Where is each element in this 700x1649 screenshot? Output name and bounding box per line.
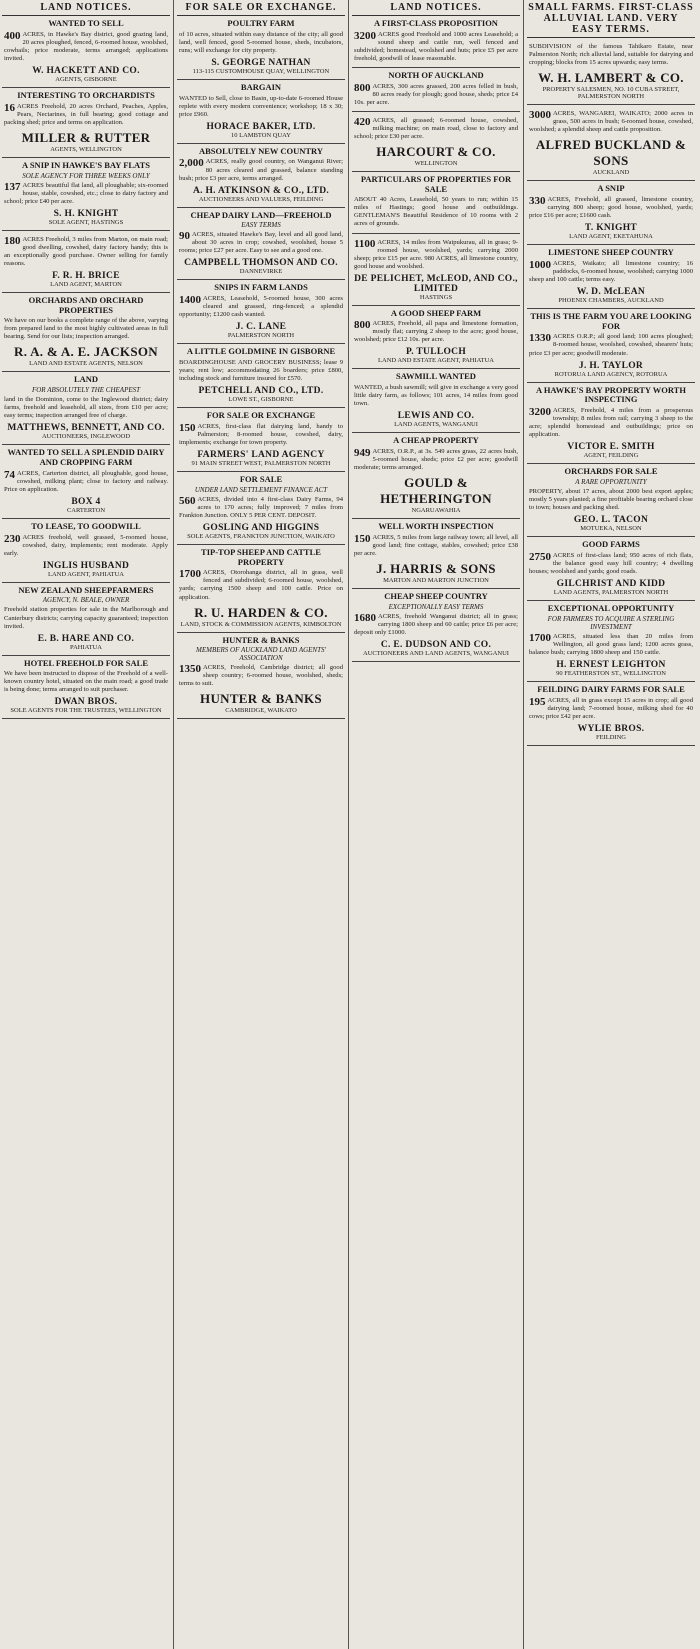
ad-heading: POULTRY FARM [227, 18, 295, 28]
ad-agent-address: SOLE AGENT, HASTINGS [48, 218, 124, 226]
ad-body-text: WANTED to Sell, close to Basin, up-to-date 6-roomed House replete with every modern convenience; workshop; 18 x 30; price £960. [179, 94, 343, 118]
ad-body [529, 488, 693, 512]
ad-agent-name: HORACE BAKER, LTD. [206, 121, 316, 132]
ad-body-text: ACRES, Freehold, all grassed, limestone country, carrying 800 sheep; good house, woolshed, yards; price £16 per acre; £1600 cash. [529, 195, 693, 220]
ad-heading: ORCHARDS AND ORCHARD PROPERTIES [28, 294, 144, 315]
ad-lead-number: 2,000 [179, 157, 204, 170]
ad-agent-address: SOLE AGENTS, FRANKTON JUNCTION, WAIKATO [187, 532, 335, 540]
ad-body-text: SUBDIVISION of the famous Tahikaro Estate, near Palmerston North; rich alluvial land, suitable for dairying and cropping; blocks from 15 acres upwards; easy terms. [529, 43, 693, 67]
ad-agent-address: AUCKLAND [592, 169, 630, 177]
ad-lead-number: 150 [179, 421, 196, 434]
advertisement [177, 16, 345, 80]
ad-body-text: ACRES, first-class flat dairying land, handy to Palmerston; 8-roomed house, cowshed, dairy, implements; exchange for town property. [179, 422, 343, 446]
ad-agent-address: LAND AGENTS, WANGANUI [394, 421, 478, 429]
ad-heading: TIP-TOP SHEEP AND CATTLE PROPERTY [201, 546, 321, 567]
ad-lead-number: 230 [4, 532, 21, 545]
ad-heading: FEILDING DAIRY FARMS FOR SALE [537, 683, 685, 694]
ad-heading: A LITTLE GOLDMINE IN GISBORNE [186, 346, 336, 357]
ad-agent-address: MOTUEKA, NELSON [580, 525, 642, 533]
ad-subheading: AGENCY, N. BEALE, OWNER [42, 596, 130, 605]
ad-body [4, 103, 168, 127]
ad-heading: WELL WORTH INSPECTION [378, 521, 494, 532]
ad-body [354, 31, 518, 63]
ad-heading: SNIPS IN FARM LANDS [214, 282, 308, 293]
ad-agent-name: MATTHEWS, BENNETT, AND CO. [7, 423, 165, 434]
advertisement [352, 519, 520, 589]
ad-body-text: ACRES, 300 acres grassed, 200 acres felled in bush, 80 acres ready for plough; good house, sheds; price £4 10s. per acre. [354, 82, 518, 106]
ad-body [529, 552, 693, 576]
ad-body-text: ACRES, 14 miles from Waipukurau, all in grass; 9-roomed house, woolshed, yards; carrying 2000 sheep; price £15 per acre. 980 ACRES, all limestone country, good house and woolshed. [354, 238, 518, 270]
ad-heading: NEW ZEALAND SHEEPFARMERS [18, 584, 154, 595]
advertisement [2, 231, 170, 293]
advertisement [2, 656, 170, 720]
advertisement [177, 208, 345, 281]
ad-agent-address: 113-115 CUSTOMHOUSE QUAY, WELLINGTON [192, 67, 330, 75]
ad-lead-number: 949 [354, 447, 371, 460]
ad-agent-address: FEILDING [596, 733, 626, 741]
ad-body-text: ACRES beautiful flat land, all ploughable; six-roomed house, stable, cowshed, etc.; close to dairy factory and school; price £40 per acre. [4, 181, 168, 205]
advertisement [352, 369, 520, 433]
ad-body-text: ACRES, all in grass except 15 acres in crop; all good dairying land; 7-roomed house, milking shed for 40 cows; price £42 per acre. [529, 696, 693, 720]
ad-subheading: FOR ABSOLUTELY THE CHEAPEST [31, 386, 141, 395]
ad-heading: ABSOLUTELY NEW COUNTRY [198, 145, 324, 156]
ad-lead-number: 1680 [354, 611, 376, 624]
advertisement [2, 445, 170, 519]
ad-body [529, 333, 693, 357]
ad-heading: HOTEL FREEHOLD FOR SALE [24, 657, 148, 668]
ad-body-text: ACRES O.R.P.; all good land; 100 acres ploughed; 8-roomed house, woolshed, cowshed, shearers' huts; price £3 per acre; goodwill moderate. [529, 333, 693, 357]
ad-lead-number: 195 [529, 695, 546, 708]
advertisement [352, 68, 520, 112]
ad-agent-name: GOULD & HETHERINGTON [380, 475, 492, 507]
ad-body-text: land in the Dominion, come to the Inglewood district; dairy farms, freehold and leasehold, all sizes, from £10 per acre; easy terms; inspection arranged free of charge. [4, 396, 168, 420]
ad-agent-name: W. H. LAMBERT & CO. [538, 70, 684, 86]
ad-agent-address: PAHIATUA [70, 643, 102, 651]
ad-lead-number: 800 [354, 319, 371, 332]
ad-agent-name: J. HARRIS & SONS [376, 561, 496, 577]
advertisement [2, 158, 170, 231]
column-header: LAND NOTICES. [2, 0, 170, 16]
column-1 [0, 0, 172, 1649]
ad-agent-name: VICTOR E. SMITH [567, 442, 655, 453]
column-2 [175, 0, 347, 1649]
ad-body [529, 43, 693, 67]
ad-agent-name: PETCHELL AND CO., LTD. [198, 386, 324, 397]
ad-agent-name: E. B. HARE AND CO. [37, 633, 135, 644]
ad-agent-name: HUNTER & BANKS [200, 691, 322, 707]
advertisement [2, 16, 170, 88]
ad-heading: A GOOD SHEEP FARM [390, 307, 482, 318]
ad-body [4, 606, 168, 630]
ad-subheading: A RARE OPPORTUNITY [575, 477, 647, 486]
ad-body-text: We have been instructed to dispose of the Freehold of a well-known country hotel, situated on the main road; a good trade is being done; terms arranged to suit purchaser. [4, 670, 168, 694]
ad-agent-address: LAND, STOCK & COMMISSION AGENTS, KIMBOLTON [180, 620, 342, 628]
ad-body-text: BOARDINGHOUSE AND GROCERY BUSINESS; lease 9 years; rent low; accommodating 26 boarders; price £800, including stock and furniture insured for £570. [179, 359, 343, 383]
ad-agent-name: A. H. ATKINSON & CO., LTD. [192, 185, 330, 196]
ad-lead-number: 560 [179, 494, 196, 507]
ad-body-text: WANTED, a bush sawmill; will give in exchange a very good little dairy farm, as follows; 101 acres, 14 miles from good town. [354, 384, 518, 408]
ad-agent-name: S. H. KNIGHT [53, 208, 119, 219]
ad-lead-number: 3200 [354, 29, 376, 42]
ad-lead-number: 1000 [529, 258, 551, 271]
ad-body-text: ACRES, divided into 4 first-class Dairy Farms, 94 acres to 170 acres; fully improved; 7 miles from Frankton Junction. ONLY 5 PER CENT. DEPOSIT. [179, 495, 343, 519]
ad-body [4, 470, 168, 494]
ad-body-text: ACRES, Leasehold, 5-roomed house, 300 acres cleared and grassed, ring-fenced; a splendid opportunity; £1200 cash wanted. [179, 295, 343, 319]
advertisement [177, 408, 345, 472]
ad-body [179, 295, 343, 319]
ad-agent-name: J. C. LANE [235, 322, 287, 333]
ad-agent-address: SOLE AGENTS FOR THE TRUSTEES, WELLINGTON [10, 707, 162, 715]
ad-agent-address: CAMBRIDGE, WAIKATO [225, 707, 297, 715]
ad-heading: HUNTER & BANKS [222, 634, 300, 645]
column-rule [173, 0, 174, 1649]
ad-agent-address: 90 FEATHERSTON ST., WELLINGTON [556, 669, 666, 677]
ad-heading: BARGAIN [240, 81, 282, 92]
advertisement [527, 309, 695, 383]
ad-agent-name: J. H. TAYLOR [578, 360, 644, 371]
ad-agent-address: CARTERTON [66, 506, 106, 514]
column-header: FOR SALE OR EXCHANGE. [177, 0, 345, 16]
ad-body [354, 196, 518, 228]
advertisement [2, 583, 170, 656]
ad-agent-address: HASTINGS [419, 293, 453, 301]
advertisement [177, 545, 345, 633]
ad-agent-address: AGENTS, WELLINGTON [50, 145, 122, 153]
ad-body [354, 384, 518, 408]
column-3 [350, 0, 522, 1649]
ad-heading: CHEAP DAIRY LAND—FREEHOLD [190, 209, 332, 220]
ad-agent-name: C. E. DUDSON AND CO. [380, 639, 492, 650]
ad-body [179, 95, 343, 119]
ad-lead-number: 74 [4, 468, 15, 481]
ad-body-text: ACRES, Freehold, Cambridge district; all good sheep country; 6-roomed house, woolshed, sheds; terms to suit. [179, 664, 343, 688]
ad-lead-number: 3000 [529, 109, 551, 122]
ad-lead-number: 1700 [179, 568, 201, 581]
ad-heading: FOR SALE OR EXCHANGE [206, 410, 316, 421]
ad-lead-number: 330 [529, 194, 546, 207]
ad-agent-name: FARMERS' LAND AGENCY [197, 450, 325, 461]
ad-heading: THIS IS THE FARM YOU ARE LOOKING FOR [530, 310, 692, 331]
advertisement [527, 464, 695, 537]
ad-body [354, 117, 518, 141]
advertisement [527, 181, 695, 245]
ad-agent-name: BOX 4 [71, 496, 101, 507]
ad-agent-address: PALMERSTON NORTH [227, 332, 295, 340]
ad-lead-number: 1700 [529, 631, 551, 644]
ad-agent-address: AUCTIONEERS AND LAND AGENTS, WANGANUI [363, 649, 509, 657]
ad-body-text: ACRES, Freehold, 4 miles from a prosperous township; 8 miles from rail; carrying 3 sheep to the acre; splendid homestead and outbuildings; price on application. [529, 407, 693, 439]
ad-body [179, 231, 343, 255]
ad-body [529, 110, 693, 134]
ad-lead-number: 1330 [529, 332, 551, 345]
advertisement [177, 144, 345, 208]
ad-heading: FOR SALE [239, 474, 283, 485]
ad-body [4, 182, 168, 206]
ad-heading: INTERESTING TO ORCHARDISTS [17, 89, 155, 100]
ad-heading: A CHEAP PROPERTY [393, 435, 479, 446]
ad-agent-name: LEWIS AND CO. [397, 411, 475, 422]
ad-agent-address: LAND AND ESTATE AGENTS, NELSON [29, 360, 143, 368]
ad-agent-name: R. A. & A. E. JACKSON [14, 344, 158, 360]
ad-agent-name: S. GEORGE NATHAN [211, 57, 311, 68]
ad-body-text: ACRES, situated Hawke's Bay, level and all good land, about 30 acres in crop; cowshed, woolshed, house 5 rooms; price £27 per acre. Easy to see and a good one. [179, 231, 343, 255]
ad-body-text: PROPERTY, about 17 acres, about 2000 best export apples; mostly 5 years planted; a fine profitable bearing orchard close to town; houses and packing shed. [529, 487, 693, 512]
ad-body [179, 569, 343, 601]
ad-agent-address: AGENTS, GISBORNE [55, 75, 117, 83]
ad-body-text: ACRES Freehold, 20 acres Orchard, Peaches, Apples, Pears, Nectarines, in full bearing; good cottage and packing shed; price and terms on application. [4, 102, 168, 126]
ad-body-text: Freehold station properties for sale in the Marlborough and Canterbury districts; carrying capacity guaranteed; inspection invited. [4, 606, 168, 630]
ad-agent-name: MILLER & RUTTER [21, 129, 151, 145]
ad-lead-number: 400 [4, 29, 21, 42]
ad-agent-address: AGENT, FEILDING [583, 452, 639, 460]
advertisement [352, 589, 520, 662]
ad-agent-address: LAND AGENTS, PALMERSTON NORTH [553, 588, 669, 596]
ad-agent-address: 10 LAMBTON QUAY [231, 131, 291, 139]
column-header: SMALL FARMS. FIRST-CLASS ALLUVIAL LAND. VERY EASY TERMS. [527, 0, 695, 38]
advertisement [527, 383, 695, 465]
ad-agent-name: INGLIS HUSBAND [42, 560, 130, 571]
ad-body-text: ACRES, Carterton district, all ploughable, good house, cowshed, milking plant; close to factory and railway. Price on application. [4, 469, 168, 493]
ad-body-text: ACRES, in Hawke's Bay district, good grazing land, 20 acres ploughed, fenced, 6-roomed house, woolshed, cowbails; price moderate, terms arranged; applications invited. [4, 30, 168, 62]
ad-heading: A FIRST-CLASS PROPOSITION [374, 18, 498, 28]
ad-lead-number: 1350 [179, 663, 201, 676]
ad-lead-number: 1100 [354, 237, 376, 250]
ad-body-text: ACRES freehold, well grassed, 5-roomed house, cowshed, dairy, implements; rent moderate. Apply early. [4, 533, 168, 557]
ad-body [529, 260, 693, 284]
ad-subheading: MEMBERS OF AUCKLAND LAND AGENTS' ASSOCIATION [196, 646, 326, 663]
ad-subheading: FOR FARMERS TO ACQUIRE A STERLING INVESTMENT [547, 614, 675, 631]
ad-body [529, 633, 693, 657]
ad-heading: PARTICULARS OF PROPERTIES FOR SALE [360, 173, 512, 194]
ad-body-text: ACRES Freehold, 3 miles from Marton, on main road; good dwelling, cowshed, dairy factory handy; this is an exceptionally good purchase. Owner selling for family reasons. [4, 235, 168, 267]
ad-lead-number: 2750 [529, 550, 551, 563]
ad-agent-address: NGARUAWAHIA [411, 507, 461, 515]
ad-agent-name: WYLIE BROS. [577, 723, 645, 734]
ad-body-text: ACRES, WANGAREI, WAIKATO; 2000 acres in grass, 500 acres in bush; 6-roomed house, cowshed, woolshed; a splendid sheep and cattle proposition. [529, 110, 693, 134]
ad-body [179, 31, 343, 55]
ad-heading: LIMESTONE SHEEP COUNTRY [548, 247, 674, 258]
ad-heading: LAND [73, 374, 99, 385]
ad-agent-name: ALFRED BUCKLAND & SONS [535, 137, 687, 169]
ad-body-text: ACRES of first-class land; 950 acres of rich flats, the balance good easy hill country; 4 dwelling houses; woolshed and yards; good roads. [529, 551, 693, 575]
ad-body-text: ACRES, Freehold, all papa and limestone formation, mostly flat; carrying 2 sheep to the acre; good house, woolshed; price £12 10s. per acre. [354, 320, 518, 344]
ad-agent-name: GEO. L. TACON [573, 515, 649, 526]
ad-body [354, 83, 518, 107]
ad-body [354, 613, 518, 637]
ad-body [179, 359, 343, 383]
column-rule [348, 0, 349, 1649]
ad-heading: TO LEASE, TO GOODWILL [31, 520, 141, 531]
ad-agent-name: H. ERNEST LEIGHTON [556, 659, 666, 670]
advertisement [2, 293, 170, 373]
ad-agent-address: PHOENIX CHAMBERS, AUCKLAND [558, 296, 664, 304]
ad-body-text: ACRES, Otorohanga district, all in grass, well fenced and subdivided; 6-roomed house, woolshed, yards; carrying 1500 sheep and 100 cattle. Price on application. [179, 569, 343, 601]
ad-agent-name: F. R. H. BRICE [52, 270, 120, 281]
ad-body [354, 534, 518, 558]
ad-agent-name: GOSLING AND HIGGINS [202, 522, 320, 533]
ad-lead-number: 800 [354, 81, 371, 94]
ad-agent-address: LOWE ST., GISBORNE [228, 396, 294, 404]
ad-agent-name: W. HACKETT AND CO. [32, 65, 140, 76]
advertisement [177, 80, 345, 144]
ad-lead-number: 150 [354, 532, 371, 545]
ad-body-text: ACRES, all grassed; 6-roomed house, cowshed, milking machine; on main road, close to factory and school; price £30 per acre. [354, 116, 518, 140]
advertisement [352, 112, 520, 172]
ad-subheading: EXCEPTIONALLY EASY TERMS [388, 602, 484, 611]
ad-body [4, 236, 168, 268]
ad-agent-address: PROPERTY SALESMEN, NO. 10 CUBA STREET, PALMERSTON NORTH [542, 86, 680, 101]
ad-lead-number: 180 [4, 234, 21, 247]
ad-body [354, 448, 518, 472]
ad-body [529, 407, 693, 439]
column-header: LAND NOTICES. [352, 0, 520, 16]
ad-agent-name: R. U. HARDEN & CO. [194, 604, 328, 620]
ad-agent-address: AUCTIONEERS, INGLEWOOD [41, 433, 131, 441]
ad-agent-address: 91 MAIN STREET WEST, PALMERSTON NORTH [191, 460, 331, 468]
ad-lead-number: 16 [4, 101, 15, 114]
ad-heading: WANTED TO SELL [48, 18, 124, 28]
ad-lead-number: 3200 [529, 406, 551, 419]
ad-body-text: of 10 acres, situated within easy distance of the city; all good land, well fenced, good 5-roomed house, sheds, incubators, runs; will exchange for city property. [179, 30, 343, 54]
advertisement [352, 306, 520, 370]
advertisement [352, 16, 520, 68]
ad-subheading: SOLE AGENCY FOR THREE WEEKS ONLY [22, 171, 150, 180]
advertisement [527, 601, 695, 682]
advertisement [177, 344, 345, 408]
ad-agent-address: WELLINGTON [414, 159, 458, 167]
ad-body [179, 158, 343, 182]
ad-lead-number: 90 [179, 230, 190, 243]
ad-body-text: ACRES, Waikato; all limestone country; 16 paddocks, 6-roomed house, woolshed; carrying 1000 sheep and 100 cattle; terms easy. [529, 259, 693, 283]
ad-heading: A HAWKE'S BAY PROPERTY WORTH INSPECTING [536, 384, 686, 405]
ad-agent-name: CAMPBELL THOMSON AND CO. [184, 258, 338, 269]
ad-lead-number: 420 [354, 115, 371, 128]
ad-heading: A SNIP IN HAWKE'S BAY FLATS [22, 159, 150, 170]
ad-body-text: ABOUT 40 Acres, Leasehold, 50 years to run; within 15 miles of Hastings; good house and outbuildings. GENTLEMAN'S Beautiful Residence of 10 rooms with 2 acres of grounds. [354, 196, 518, 228]
ad-body-text: ACRES, O.R.P., at 3s. 549 acres grass, 22 acres bush, 5-roomed house, sheds; price £2 per acre; goodwill moderate; terms arranged. [354, 448, 518, 472]
advertisement [177, 633, 345, 720]
ad-subheading: UNDER LAND SETTLEMENT FINANCE ACT [194, 485, 328, 494]
ad-agent-name: P. TULLOCH [405, 347, 467, 358]
ad-heading: ORCHARDS FOR SALE [564, 466, 658, 477]
ad-body [179, 496, 343, 520]
advertisement [527, 245, 695, 309]
ad-agent-name: HARCOURT & CO. [376, 143, 496, 159]
advertisement [177, 280, 345, 344]
ad-agent-name: DWAN BROS. [54, 697, 118, 708]
ad-heading: EXCEPTIONAL OPPORTUNITY [547, 602, 675, 613]
ad-body [354, 239, 518, 271]
ad-lead-number: 1400 [179, 294, 201, 307]
advertisement [2, 372, 170, 445]
advertisement [527, 537, 695, 601]
advertisement [352, 234, 520, 306]
ad-agent-address: ROTORUA LAND AGENCY, ROTORUA [554, 370, 668, 378]
advertisement [2, 88, 170, 158]
ad-body-text: ACRES good Freehold and 1000 acres Leasehold; a sound sheep and cattle run, well fenced and subdivided; homestead, woolshed and huts; price £5 per acre freehold, goodwill of lease reasonable. [354, 30, 518, 62]
advertisement [527, 38, 695, 105]
ad-body [354, 320, 518, 344]
ad-body [529, 196, 693, 220]
ad-body [179, 423, 343, 447]
ad-agent-name: DE PELICHET, McLEOD, AND CO., LIMITED [354, 273, 518, 294]
ad-body-text: ACRES, freehold Wanganui district; all in grass; carrying 1800 sheep and 60 cattle; price £6 per acre; deposit only £1000. [354, 612, 518, 636]
ad-agent-name: GILCHRIST AND KIDD [556, 578, 666, 589]
ad-agent-address: LAND AGENT, EKETAHUNA [569, 233, 653, 241]
advertisement [2, 519, 170, 583]
ad-body [4, 534, 168, 558]
ad-body [179, 664, 343, 688]
ad-body [4, 396, 168, 420]
ad-body-text: ACRES, situated less than 20 miles from Wellington, all good grass land; 1200 acres grass, balance bush; carrying 1800 sheep and 150 cattle. [529, 632, 693, 656]
column-rule [523, 0, 524, 1649]
ad-heading: SAWMILL WANTED [396, 371, 476, 382]
advertisement [352, 433, 520, 519]
ad-body-text: We have on our books a complete range of the above, varying from prepared land to the most highly cultivated areas in full bearing. Send for our lists; inspection arranged. [4, 317, 168, 341]
ad-body [4, 31, 168, 63]
ad-heading: A SNIP [597, 183, 625, 194]
ad-agent-address: MARTON AND MARTON JUNCTION [383, 577, 489, 585]
ad-body [4, 670, 168, 694]
advertisement [527, 682, 695, 746]
ad-agent-address: LAND AGENT, MARTON [50, 280, 122, 288]
ad-heading: WANTED TO SELL A SPLENDID DAIRY AND CROPPING FARM [7, 447, 165, 467]
ad-agent-address: LAND AND ESTATE AGENT, PAHIATUA [378, 357, 494, 365]
ad-body-text: ACRES, 5 miles from large railway town; all level, all good land; fine cottage, stables, cowshed; price £38 per acre. [354, 533, 518, 558]
ad-agent-name: T. KNIGHT [584, 223, 638, 234]
ad-agent-address: LAND AGENT, PAHIATUA [47, 570, 124, 578]
ad-heading: NORTH OF AUCKLAND [388, 69, 484, 80]
ad-agent-address: AUCTIONEERS AND VALUERS, FEILDING [198, 195, 324, 203]
advertisement [177, 472, 345, 545]
ad-subheading: EASY TERMS [241, 221, 281, 230]
ad-lead-number: 137 [4, 180, 21, 193]
ad-agent-name: W. D. McLEAN [576, 286, 646, 297]
ad-body [529, 697, 693, 721]
ad-body-text: ACRES, really good country, on Wanganui River; 80 acres cleared and grassed, balance standing bush; price £3 per acre, terms arranged. [179, 158, 343, 182]
ad-heading: GOOD FARMS [582, 539, 640, 550]
ad-heading: CHEAP SHEEP COUNTRY [384, 591, 488, 602]
advertisement [527, 105, 695, 181]
ad-agent-address: DANNEVIRKE [239, 268, 283, 276]
ad-body [4, 317, 168, 341]
advertisement [352, 172, 520, 234]
column-4 [525, 0, 697, 1649]
